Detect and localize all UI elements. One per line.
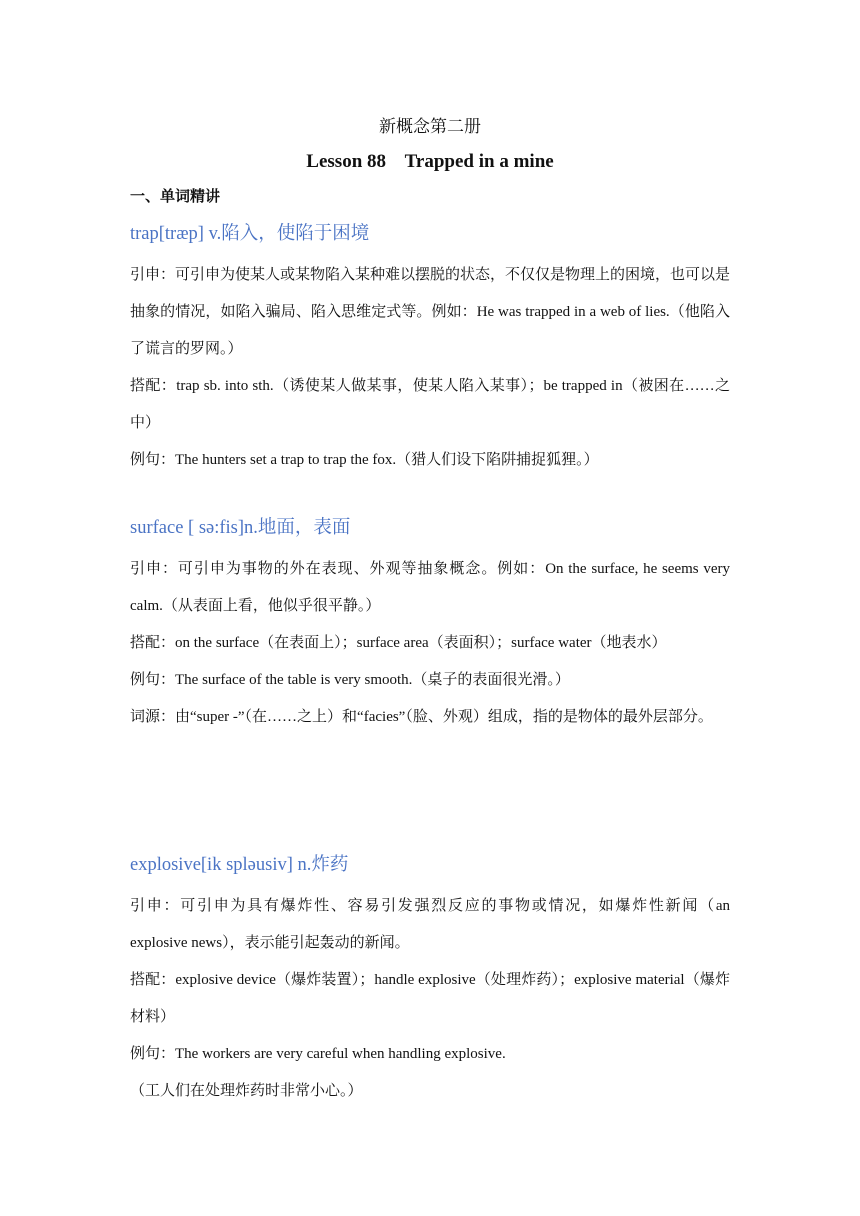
book-title: 新概念第二册: [379, 117, 481, 137]
example-translation: （工人们在处理炸药时非常小心。）: [130, 1083, 363, 1099]
collocation-text: 搭配：explosive device（爆炸装置）；handle explosive（处理炸药）；explosive material（爆炸材料）: [130, 972, 730, 1025]
example-sentence: 例句：The workers are very careful when handling explosive.: [130, 1046, 506, 1062]
section-heading: 一、单词精讲: [130, 187, 221, 205]
example-sentence: 例句：The hunters set a trap to trap the fox.（猎人们设下陷阱捕捉狐狸。）: [130, 452, 599, 468]
headword: surface [ sə:fis]n.地面，表面: [130, 518, 351, 538]
example-sentence: 例句：The surface of the table is very smooth.（桌子的表面很光滑。）: [130, 672, 570, 688]
extension-text: 引申：可引申为具有爆炸性、容易引发强烈反应的事物或情况，如爆炸性新闻（an explosive news），表示能引起轰动的新闻。: [130, 898, 730, 951]
extension-text: 引申：可引申为事物的外在表现、外观等抽象概念。例如：On the surface, he seems very calm.（从表面上看，他似乎很平静。）: [130, 561, 730, 614]
vocab-entry-explosive: [130, 852, 730, 1110]
collocation-text: 搭配：on the surface（在表面上）；surface area（表面积）；surface water（地表水）: [130, 635, 667, 651]
headword: explosive[ik spləusiv] n.炸药: [130, 855, 349, 875]
vocab-entry-surface: [130, 515, 730, 736]
extension-text: 引申：可引申为使某人或某物陷入某种难以摆脱的状态，不仅仅是物理上的困境，也可以是抽象的情况，如陷入骗局、陷入思维定式等。例如：He was trapped in a web of lies.（他陷入了谎言的罗网。）: [130, 267, 731, 357]
headword: trap[træp] v.陷入，使陷于困境: [130, 224, 370, 244]
collocation-text: 搭配：trap sb. into sth.（诱使某人做某事，使某人陷入某事）；be trapped in（被困在……之中）: [130, 378, 730, 431]
lesson-title: Lesson 88 Trapped in a mine: [306, 151, 554, 172]
vocab-entry-trap: [130, 221, 730, 479]
etymology-text: 词源：由“super -”（在……之上）和“facies”（脸、外观）组成，指的是物体的最外层部分。: [130, 709, 713, 725]
